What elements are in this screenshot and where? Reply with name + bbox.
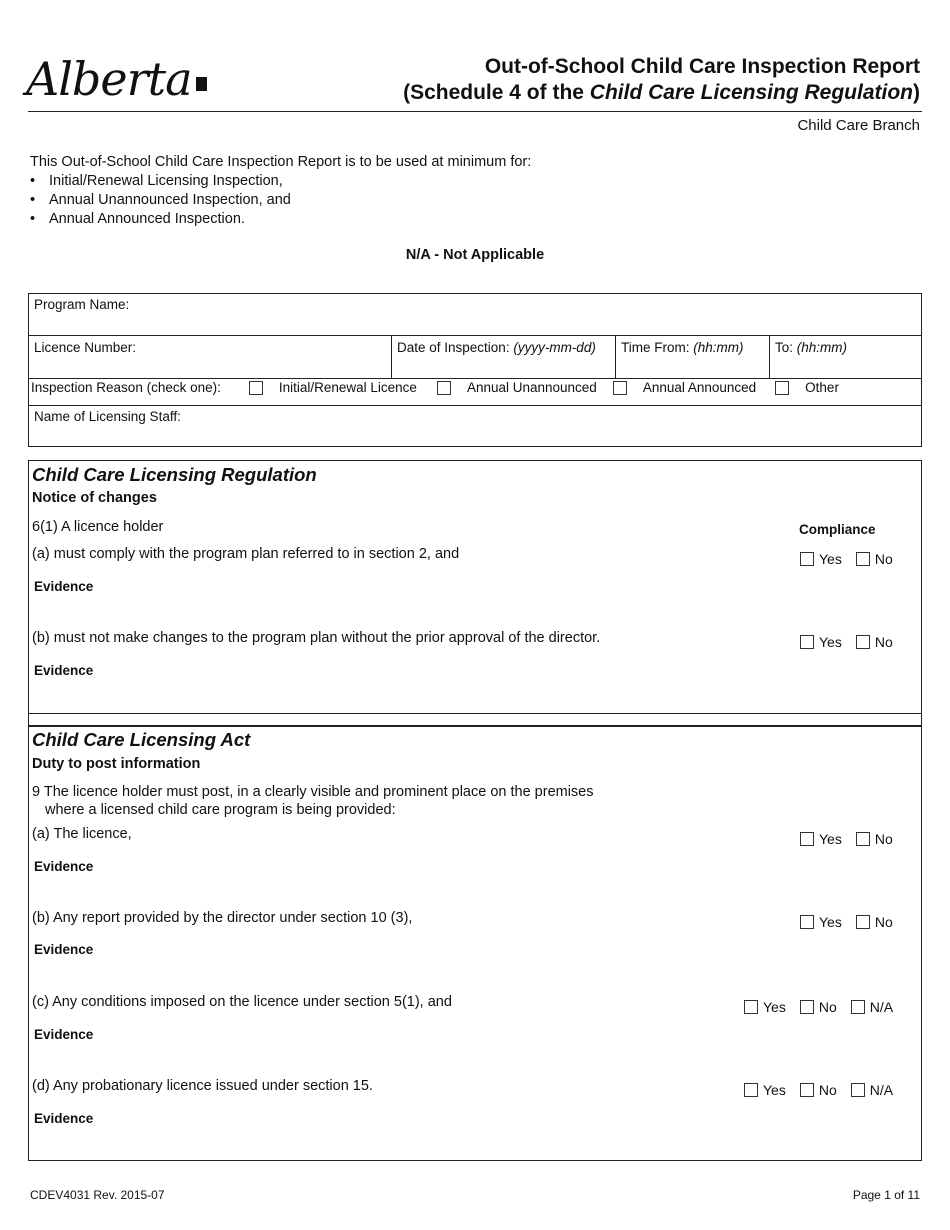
licensing-staff-label: Name of Licensing Staff:	[34, 409, 181, 424]
yes-checkbox[interactable]	[800, 915, 814, 929]
no-checkbox[interactable]	[856, 552, 870, 566]
header-divider	[28, 111, 922, 112]
time-from-label: Time From: (hh:mm)	[621, 340, 744, 355]
intro: This Out-of-School Child Care Inspection Report is to be used at minimum for: • Initial/Renewal Licensing Inspection, • Annual Unannounced Inspection, and • Annual Announced Inspection.	[30, 153, 531, 229]
evidence-label: Evidence	[34, 942, 94, 957]
logo-flag-icon	[196, 77, 207, 91]
no-checkbox[interactable]	[856, 635, 870, 649]
section-title: Child Care Licensing Act	[32, 729, 251, 750]
page-number: Page 1 of 11	[852, 1188, 920, 1202]
no-checkbox[interactable]	[800, 1000, 814, 1014]
reason-other-checkbox[interactable]	[775, 381, 789, 395]
evidence-label: Evidence	[34, 579, 94, 594]
clause-item: (a) The licence,	[32, 826, 132, 842]
clause-item: (b) must not make changes to the program plan without the prior approval of the director.	[32, 630, 601, 646]
act-section	[28, 726, 922, 1161]
section-subtitle: Notice of changes	[32, 490, 157, 506]
licence-number-label: Licence Number:	[34, 340, 137, 355]
clause-item: (a) must comply with the program plan referred to in section 2, and	[32, 546, 460, 562]
yes-checkbox[interactable]	[744, 1000, 758, 1014]
intro-bullet: • Initial/Renewal Licensing Inspection,	[30, 172, 531, 191]
reason-annual-unannounced-checkbox[interactable]	[437, 381, 451, 395]
compliance-options: Yes No N/A	[744, 999, 907, 1015]
na-checkbox[interactable]	[851, 1083, 865, 1097]
reason-initial-renewal-checkbox[interactable]	[249, 381, 263, 395]
inspection-info-box	[28, 293, 922, 447]
evidence-label: Evidence	[34, 663, 94, 678]
clause-lead: 6(1) A licence holder	[32, 519, 164, 535]
evidence-label: Evidence	[34, 859, 94, 874]
clause-item: (c) Any conditions imposed on the licence under section 5(1), and	[32, 994, 452, 1010]
compliance-options: Yes No	[800, 634, 907, 650]
compliance-header: Compliance	[799, 522, 876, 537]
na-checkbox[interactable]	[851, 1000, 865, 1014]
yes-checkbox[interactable]	[744, 1083, 758, 1097]
clause-item: (d) Any probationary licence issued under section 15.	[32, 1078, 373, 1094]
section-title: Child Care Licensing Regulation	[32, 464, 317, 485]
yes-checkbox[interactable]	[800, 552, 814, 566]
reason-annual-announced-checkbox[interactable]	[613, 381, 627, 395]
na-note: N/A - Not Applicable	[405, 247, 545, 263]
compliance-options: Yes No	[800, 831, 907, 847]
compliance-options: Yes No N/A	[744, 1082, 907, 1098]
evidence-label: Evidence	[34, 1111, 94, 1126]
section-subtitle: Duty to post information	[32, 756, 201, 772]
clause-item: (b) Any report provided by the director under section 10 (3),	[32, 910, 413, 926]
yes-checkbox[interactable]	[800, 635, 814, 649]
inspection-reason-row: Inspection Reason (check one): Initial/Renewal Licence Annual Unannounced Annual Announced Other	[31, 380, 839, 395]
intro-bullet: • Annual Unannounced Inspection, and	[30, 191, 531, 210]
alberta-logo: Alberta	[26, 56, 207, 102]
page-title: Out-of-School Child Care Inspection Report (Schedule 4 of the Child Care Licensing Regulation)	[403, 55, 920, 104]
compliance-options: Yes No	[800, 914, 907, 930]
program-name-label: Program Name:	[34, 297, 130, 312]
yes-checkbox[interactable]	[800, 832, 814, 846]
evidence-label: Evidence	[34, 1027, 94, 1042]
clause-lead: 9 The licence holder must post, in a clearly visible and prominent place on the premises where a licensed child care program is being provided:	[32, 784, 594, 818]
regulation-section	[28, 460, 922, 726]
no-checkbox[interactable]	[856, 915, 870, 929]
no-checkbox[interactable]	[856, 832, 870, 846]
date-of-inspection-label: Date of Inspection: (yyyy-mm-dd)	[397, 340, 596, 355]
compliance-options: Yes No	[800, 551, 907, 567]
branch-name: Child Care Branch	[797, 117, 920, 134]
intro-bullet: • Annual Announced Inspection.	[30, 210, 531, 229]
time-to-label: To: (hh:mm)	[775, 340, 848, 355]
form-id: CDEV4031 Rev. 2015-07	[30, 1188, 165, 1202]
no-checkbox[interactable]	[800, 1083, 814, 1097]
